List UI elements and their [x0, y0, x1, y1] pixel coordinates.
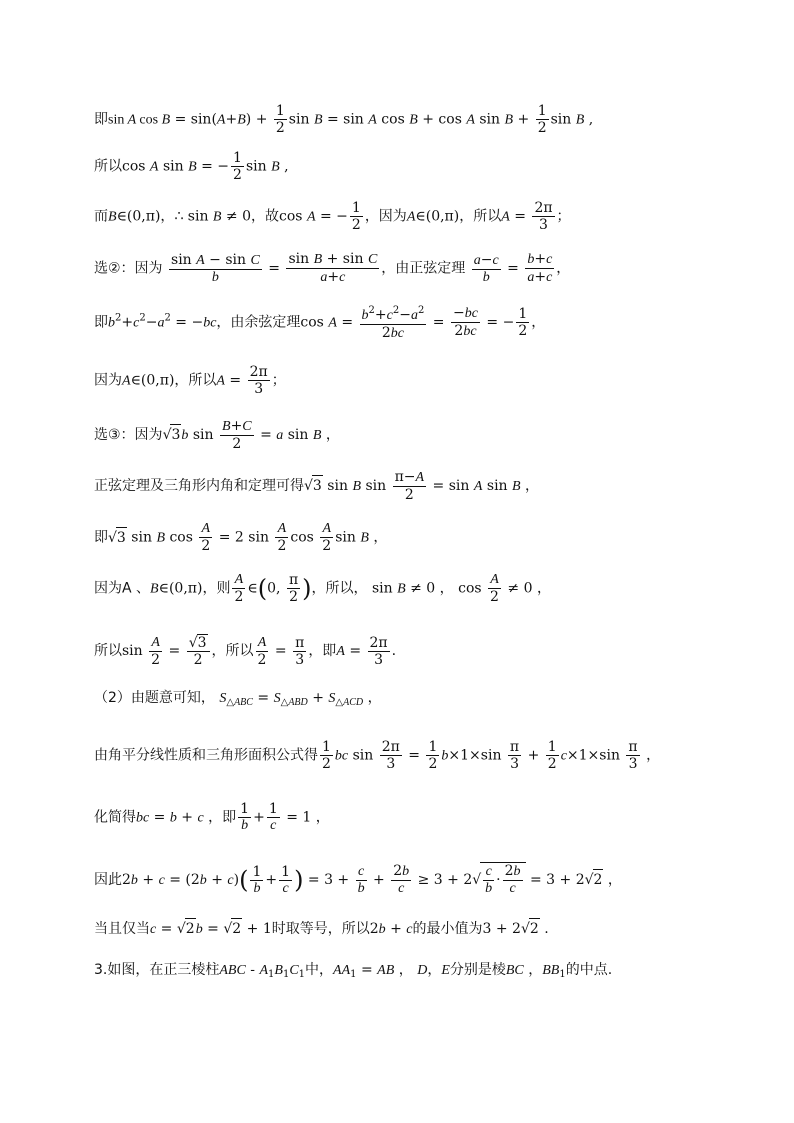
problem-3-statement: 3.如图，在正三棱柱ABC - $A_1B_1C_1$中，$AA_1$ = AB ， D，E分别是棱BC ，$BB_1$的中点. [94, 962, 613, 980]
solution-line-2: 所以cos A sin B = − $\frac{1}{2}$ sin B , [94, 150, 289, 183]
solution-line-8: 正弦定理及三角形内角和定理可得√3 sin B sin $\frac{\pi-A}{2}$ = sin A sin B ， [94, 469, 540, 503]
solution-line-7: 选③：因为√3b sin $\frac{B+C}{2}$ = a sin B ， [94, 418, 340, 452]
solution-line-13: 由角平分线性质和三角形面积公式得 $\frac{1}{2}$ bc sin $\frac{2\pi}{3}$ = $\frac{1}{2}$ b×1×sin $\frac{\pi}{3}$ + $\frac{1}{2}$ c×1×sin $\frac{\pi}{3}$ ， [94, 739, 661, 772]
solution-line-3: 而B∈(0,π)，∴ sin B ≠ 0，故cos A = − $\frac{1}{2}$ ，因为A∈(0,π)，所以A = $\frac{2\pi}{3}$ ； [94, 200, 571, 233]
solution-line-16: 当且仅当c = √2b = √2 + 1时取等号，所以2b + c的最小值为3 + 2√2 . [94, 918, 549, 940]
solution-line-4: 选②：因为 $\frac{\text{sin A − sin C}}{b}$ = $\frac{\text{sin B + sin C}}{a+c}$ ，由正弦定理 $\frac{a-c}{b}$ = $\frac{b+c}{a+c}$ ， [94, 251, 571, 285]
solution-line-12: （2）由题意可知， $S_{\triangle ABC} = S_{\triangle ABD} + S_{\triangle ACD}$ ， [94, 690, 382, 708]
solution-line-6: 因为A∈(0,π)，所以A = $\frac{2\pi}{3}$ ； [94, 364, 286, 397]
solution-line-5: 即$b^2+c^2-a^2 = -bc$，由余弦定理cos A = $\frac{b^2+c^2-a^2}{2bc}$ = $\frac{-bc}{2bc}$ = − $\frac{1}{2}$ ， [94, 305, 546, 341]
solution-line-11: 所以sin $\frac{A}{2}$ = $\frac{√3}{2}$ ，所以 $\frac{A}{2}$ = $\frac{\pi}{3}$ ，即A = $\frac{2\pi}{3}$ . [94, 634, 397, 668]
solution-line-10: 因为A 、B∈(0,π)，则 $\frac{A}{2}$ ∈(0, $\frac{\pi}{2}$ )，所以， sin B ≠ 0 ， cos $\frac{A}{2}$ ≠ 0 ， [94, 572, 551, 605]
solution-line-9: 即√3 sin B cos $\frac{A}{2}$ = 2 sin $\frac{A}{2}$ cos $\frac{A}{2}$ sin B ， [94, 521, 388, 554]
solution-line-1: 即sin A cos B = sin(A+B) + $\frac{1}{2}$ sin B = sin A cos B + cos A sin B + $\frac{1}{2}$ sin B , [94, 103, 594, 136]
solution-line-14: 化简得bc = b + c ，即 $\frac{1}{b}$ + $\frac{1}{c}$ = 1 ， [94, 801, 330, 833]
solution-line-15: 因此2b + c = (2b + c)( $\frac{1}{b}$ + $\frac{1}{c}$ ) = 3 + $\frac{c}{b}$ + $\frac{2b}{c}$ ≥ 3 + 2√ $\frac{c}{b}$ · $\frac{2b}{c}$ = 3 + 2√2 ， [94, 863, 622, 896]
